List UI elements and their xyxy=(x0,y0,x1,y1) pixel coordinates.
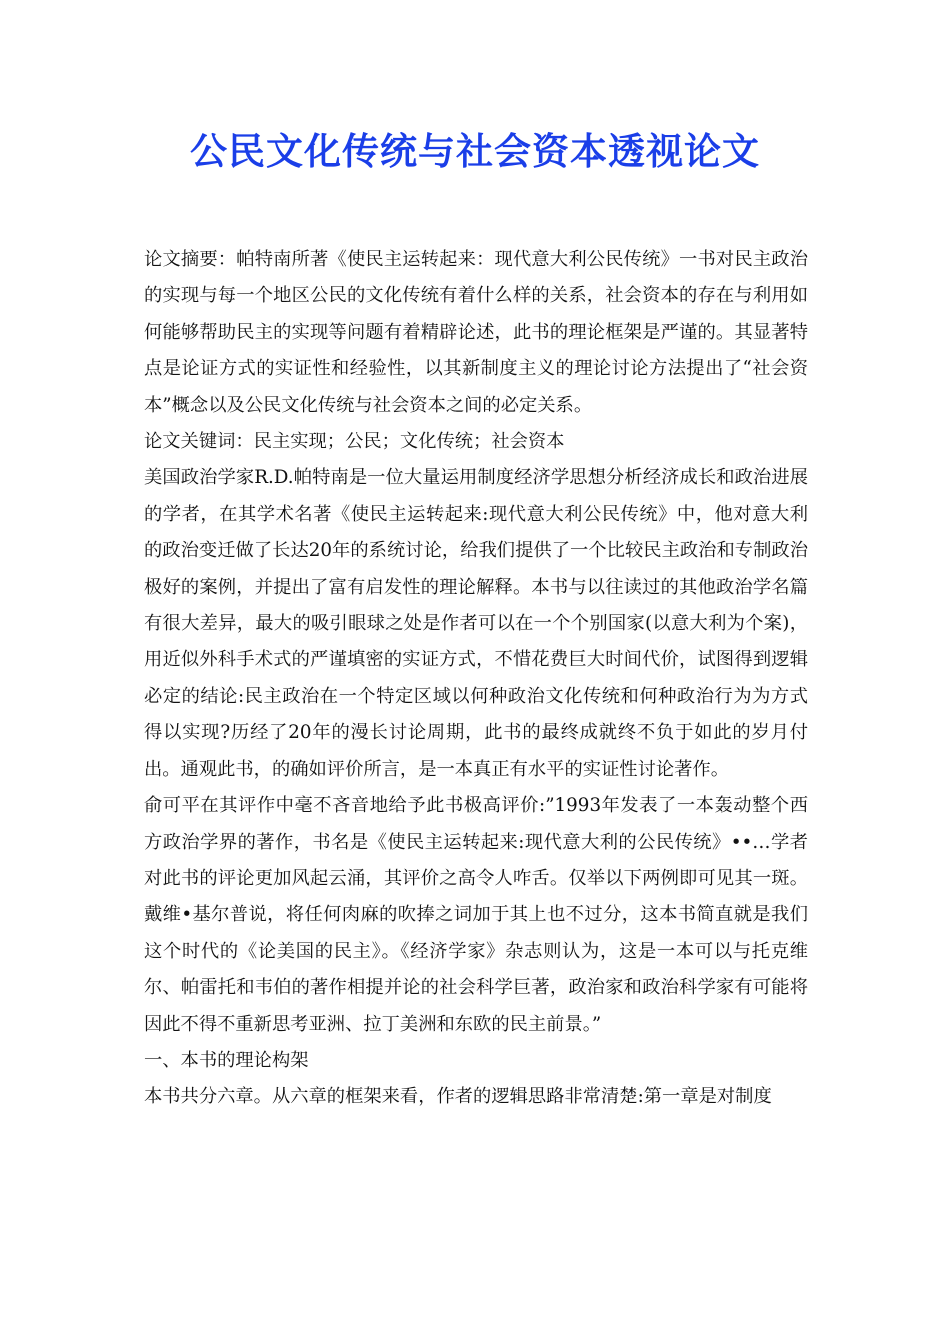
body-paragraph: 本书共分六章。从六章的框架来看，作者的逻辑思路非常清楚:第一章是对制度 xyxy=(144,1086,772,1108)
body-paragraph: 俞可平在其评作中毫不吝音地给予此书极高评价:”1993年发表了一本轰动整个西方政治学界的著作，书名是《使民主运转起来:现代意大利的公民传统》••…学者对此书的评论更加风起云涌，其评价之高令人咋舌。仅举以下两例即可见其一斑。戴维•基尔普说，将任何肉麻的吹捧之词加于其上也不过分，这本书简直就是我们这个时代的《论美国的民主》。《经济学家》杂志则认为，这是一本可以与托克维尔、帕雷托和韦伯的著作相提并论的社会科学巨著，政治家和政治科学家有可能将因此不得不重新思考亚洲、拉丁美洲和东欧的民主前景。” xyxy=(144,795,808,1035)
document-title: 公民文化传统与社会资本透视论文 xyxy=(190,130,760,173)
abstract-paragraph: 论文摘要：帕特南所著《使民主运转起来：现代意大利公民传统》一书对民主政治的实现与每一个地区公民的文化传统有着什么样的关系，社会资本的存在与利用如何能够帮助民主的实现等问题有着精辟论述，此书的理论框架是严谨的。其显著特点是论证方式的实证性和经验性，以其新制度主义的理论讨论方法提出了“社会资本”概念以及公民文化传统与社会资本之间的必定关系。 xyxy=(144,249,808,416)
body-paragraph: 美国政治学家R.D.帕特南是一位大量运用制度经济学思想分析经济成长和政治进展的学者，在其学术名著《使民主运转起来:现代意大利公民传统》中，他对意大利的政治变迁做了长达20年的系统讨论，给我们提供了一个比较民主政治和专制政治极好的案例，并提出了富有启发性的理论解释。本书与以往读过的其他政治学名篇有很大差异，最大的吸引眼球之处是作者可以在一个个别国家(以意大利为个案)，用近似外科手术式的严谨填密的实证方式，不惜花费巨大时间代价，试图得到逻辑必定的结论:民主政治在一个特定区域以何种政治文化传统和何种政治行为为方式得以实现?历经了20年的漫长讨论周期，此书的最终成就终不负于如此的岁月付出。通观此书，的确如评价所言，是一本真正有水平的实证性讨论著作。 xyxy=(144,467,808,780)
section-heading: 一、本书的理论构架 xyxy=(144,1049,309,1071)
keywords-paragraph: 论文关键词：民主实现；公民；文化传统；社会资本 xyxy=(144,431,565,453)
document-body xyxy=(144,242,808,1116)
